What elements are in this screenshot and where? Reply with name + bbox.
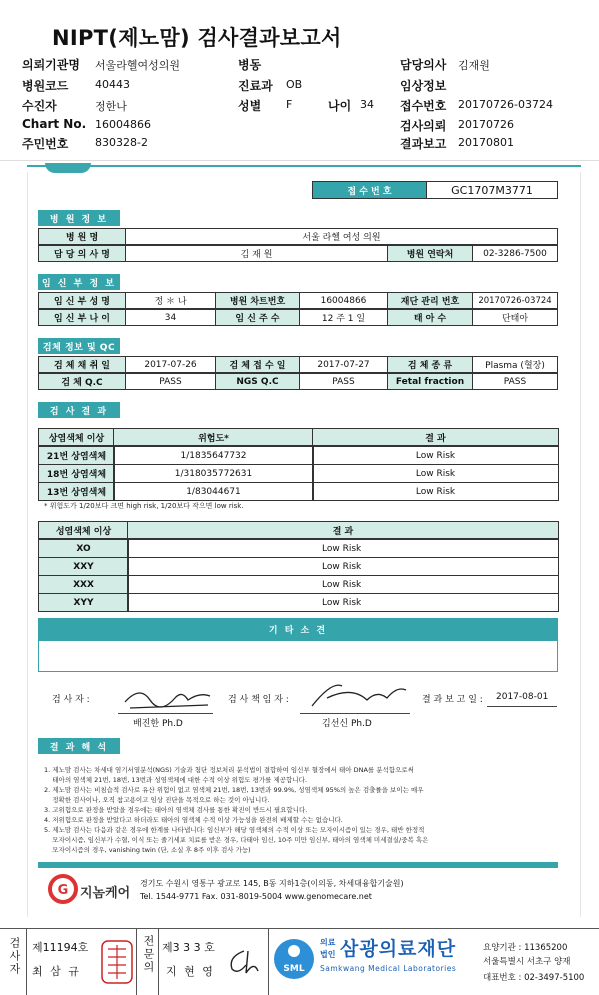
- company-name: 지놈케어: [80, 886, 131, 901]
- header-value-2-3: 20170726-03724: [458, 98, 553, 111]
- results-cell-0-0: 21번 상염색체: [38, 446, 115, 465]
- header-label-3-3: 검사의뢰: [400, 119, 447, 133]
- receipt-label: 접 수 번 호: [312, 181, 427, 199]
- section-interpret: 결 과 해 석: [38, 738, 120, 754]
- teal-band: [38, 862, 558, 868]
- tester-vertical-label: 검사자: [8, 937, 21, 976]
- section-other: 기 타 소 견: [38, 618, 558, 640]
- interpret-note-3: 정확한 검사이나, 오직 참고용이고 임상 진단을 목적으로 하는 것이 아닙니다.: [44, 796, 270, 804]
- section-specimen: 검체 정보 및 QC: [38, 338, 120, 354]
- genomecare-logo-icon: [48, 874, 78, 904]
- header-label-0-1: 병동: [238, 58, 262, 72]
- footer-divider-2: [136, 929, 137, 995]
- sex-cell-1-0: XXY: [38, 557, 129, 576]
- results-cell-1-0: 18번 상염색체: [38, 464, 115, 483]
- mgmt-no: 20170726-03724: [472, 292, 558, 309]
- label-hospital-name: 병 원 명: [38, 228, 126, 245]
- section-hospital: 병 원 정 보: [38, 210, 120, 226]
- label-type: 검 체 종 류: [387, 356, 473, 373]
- specialist-signature: [224, 943, 264, 979]
- interpret-note-4: 3. 고위험으로 판정을 받았을 경우에는 태아의 염색체 검사를 통한 확진이 반드시 필요합니다.: [44, 806, 308, 814]
- header-value-1-1: OB: [286, 78, 303, 91]
- footer-divider: [26, 929, 27, 995]
- header-value-2-0: 정한나: [95, 100, 127, 113]
- results-cell-2-2: Low Risk: [312, 482, 559, 501]
- other-findings: [38, 640, 558, 672]
- label-mgmt-no: 재단 관리 번호: [387, 292, 473, 309]
- specimen-type: Plasma (혈장): [472, 356, 558, 373]
- footer-line-1: 요양기관 : 11365200: [483, 943, 568, 953]
- results-cell-2-0: 13번 상염색체: [38, 482, 115, 501]
- results-header-2: 결 과: [312, 428, 559, 446]
- interpret-note-6: 5. 제노맘 검사는 다음과 같은 경우에 한계를 나타냅니다: 임신부가 해당 염색체의 수적 이상 또는 모자이시즘이 있는 경우, 태반 한정적: [44, 826, 425, 834]
- label-age: 임 신 부 나 이: [38, 309, 126, 326]
- sex-cell-3-1: Low Risk: [127, 593, 559, 612]
- header-value-2-1: F: [286, 98, 293, 111]
- header-value-4-3: 20170801: [458, 136, 514, 149]
- sex-cell-3-0: XYY: [38, 593, 129, 612]
- corp-name: 삼광의료재단: [340, 938, 457, 960]
- header-value-3-3: 20170726: [458, 118, 514, 131]
- hospital-contact: 02-3286-7500: [472, 245, 558, 262]
- collect-date: 2017-07-26: [125, 356, 216, 373]
- tester-fullname: 최 삼 규: [32, 965, 81, 978]
- interpret-note-2: 2. 제노맘 검사는 비침습적 검사로 유산 위험이 없고 염색체 21번, 18번, 13번과 99.9%, 성염색체 95%의 높은 검출률을 보이는 매우: [44, 786, 424, 794]
- doctor-name: 김 재 원: [125, 245, 388, 262]
- results-cell-1-1: 1/318035772631: [113, 464, 314, 483]
- report-date-label: 결 과 보 고 일 :: [422, 695, 483, 705]
- label-fetus: 태 아 수: [387, 309, 473, 326]
- pregnancy-weeks: 12 주 1 일: [299, 309, 388, 326]
- resp-line: [300, 713, 410, 714]
- sml-logo-icon: [272, 937, 316, 981]
- header-label-4-0: 주민번호: [22, 137, 69, 151]
- label-pregnant-name: 임 신 부 성 명: [38, 292, 126, 309]
- footer-divider-4: [268, 929, 269, 995]
- header-label-2-2: 나이: [328, 99, 352, 113]
- corp-small-1: 의료: [320, 938, 336, 947]
- results-cell-0-1: 1/1835647732: [113, 446, 314, 465]
- section-pregnant: 임 신 부 정 보: [38, 274, 120, 290]
- fetus-count: 단태아: [472, 309, 558, 326]
- header-value-2-2: 34: [360, 98, 374, 111]
- interpret-note-5: 4. 저위험으로 판정을 받았다고 하더라도 태아의 염색체 수적 이상 가능성을 완전히 배제할 수는 없습니다.: [44, 816, 343, 824]
- label-ff: Fetal fraction: [387, 373, 473, 390]
- label-ngs: NGS Q.C: [215, 373, 300, 390]
- interpret-note-7: 모자이시즘, 임신부가 수혈, 이식 또는 줄기세포 치료를 받은 경우, 다태아 임신, 10주 미만 임신부, 태아의 염색체 미세결실/중복 혹은: [44, 836, 429, 844]
- responsible-signature: [302, 676, 412, 714]
- header-label-0-3: 담당의사: [400, 58, 447, 72]
- hospital-name: 서울 라헬 여성 의원: [125, 228, 558, 245]
- tester-label: 검 사 자 :: [52, 695, 90, 705]
- company-contact: Tel. 1544-9771 Fax. 031-8019-5004 www.genomecare.net: [140, 892, 372, 901]
- receipt-value: GC1707M3771: [426, 181, 558, 199]
- header-label-3-0: Chart No.: [22, 117, 87, 131]
- interpret-note-1: 태아의 염색체 21번, 18번, 13번과 성염색체에 대한 수적 이상 위험도 평가를 제공합니다.: [44, 776, 307, 784]
- sex-cell-2-0: XXX: [38, 575, 129, 594]
- corp-small-2: 법인: [320, 950, 336, 959]
- sex-cell-0-0: XO: [38, 539, 129, 558]
- ngs-value: PASS: [299, 373, 388, 390]
- footer-line-3: 대표번호 : 02-3497-5100: [483, 973, 585, 983]
- specialist-license: 제3 3 3 호: [162, 941, 215, 954]
- qc-value: PASS: [125, 373, 216, 390]
- sex-header-1: 결 과: [127, 521, 559, 539]
- header-value-0-0: 서울라헬여성의원: [95, 59, 181, 72]
- tester-name: 배진한 Ph.D: [133, 719, 183, 729]
- label-recv: 검 체 접 수 일: [215, 356, 300, 373]
- company-address: 경기도 수원시 영통구 광교로 145, B동 지하1층(이의동, 차세대융합기술원): [140, 879, 404, 888]
- tester-signature: [120, 680, 215, 715]
- header-label-0-0: 의뢰기관명: [22, 58, 80, 72]
- header-value-4-0: 830328-2: [95, 136, 148, 149]
- teal-line: [27, 165, 581, 167]
- recv-date: 2017-07-27: [299, 356, 388, 373]
- specialist-fullname: 지 현 영: [166, 965, 215, 978]
- sex-cell-1-1: Low Risk: [127, 557, 559, 576]
- label-qc: 검 체 Q.C: [38, 373, 126, 390]
- resp-label: 검 사 책 임 자 :: [228, 695, 289, 705]
- interpret-note-8: 모자이시즘의 경우, vanishing twin (단, 소실 후 8주 이후 검사 가능): [44, 846, 251, 854]
- pregnant-name: 정 ＊ 나: [125, 292, 216, 309]
- header-value-0-3: 김재원: [458, 59, 490, 72]
- report-date: 2017-08-01: [496, 692, 549, 702]
- header-label-2-0: 수진자: [22, 99, 57, 113]
- results-cell-1-2: Low Risk: [312, 464, 559, 483]
- tester-license: 제11194호: [32, 941, 89, 954]
- footer: [0, 928, 599, 995]
- label-collect: 검 체 채 취 일: [38, 356, 126, 373]
- sex-cell-0-1: Low Risk: [127, 539, 559, 558]
- results-cell-0-2: Low Risk: [312, 446, 559, 465]
- results-header-0: 상염색체 이상: [38, 428, 115, 446]
- header-label-1-0: 병원코드: [22, 79, 69, 93]
- label-weeks: 임 신 주 수: [215, 309, 300, 326]
- date-line: [487, 706, 557, 707]
- label-doctor: 담 당 의 사 명: [38, 245, 126, 262]
- report-title: NIPT(제노맘) 검사결과보고서: [52, 26, 342, 50]
- ff-value: PASS: [472, 373, 558, 390]
- label-chart-no: 병원 차트번호: [215, 292, 300, 309]
- header-label-2-1: 성별: [238, 99, 262, 113]
- header-label-1-1: 진료과: [238, 79, 273, 93]
- label-contact: 병원 연락처: [387, 245, 473, 262]
- section-results: 검 사 결 과: [38, 402, 120, 418]
- seal-stamp-icon: [100, 939, 134, 985]
- pregnant-age: 34: [125, 309, 216, 326]
- teal-tab: [45, 163, 91, 173]
- sex-cell-2-1: Low Risk: [127, 575, 559, 594]
- specialist-vertical-label: 전문의: [142, 935, 155, 974]
- logo-letter: G: [57, 883, 69, 898]
- header-label-4-3: 결과보고: [400, 137, 447, 151]
- risk-footnote: * 위험도가 1/20보다 크면 high risk, 1/20보다 작으면 low risk.: [44, 502, 244, 510]
- header-label-2-3: 접수번호: [400, 99, 447, 113]
- resp-name: 김선신 Ph.D: [322, 719, 372, 729]
- header-label-1-3: 임상정보: [400, 79, 447, 93]
- results-header-1: 위험도*: [113, 428, 314, 446]
- chart-no: 16004866: [299, 292, 388, 309]
- sex-header-0: 성염색체 이상: [38, 521, 129, 539]
- footer-line-2: 서울특별시 서초구 양재: [483, 957, 571, 967]
- tester-line: [118, 713, 213, 714]
- header-value-1-0: 40443: [95, 78, 130, 91]
- footer-divider-3: [158, 929, 159, 995]
- corp-english: Samkwang Medical Laboratories: [320, 964, 457, 973]
- results-cell-2-1: 1/83044671: [113, 482, 314, 501]
- sml-text: SML: [283, 964, 305, 974]
- interpret-note-0: 1. 제노맘 검사는 차세대 염기서열분석(NGS) 기술과 첨단 정보처리 분석법이 결합하여 임신부 혈장에서 태아 DNA를 분석함으로써: [44, 766, 414, 774]
- header-value-3-0: 16004866: [95, 118, 151, 131]
